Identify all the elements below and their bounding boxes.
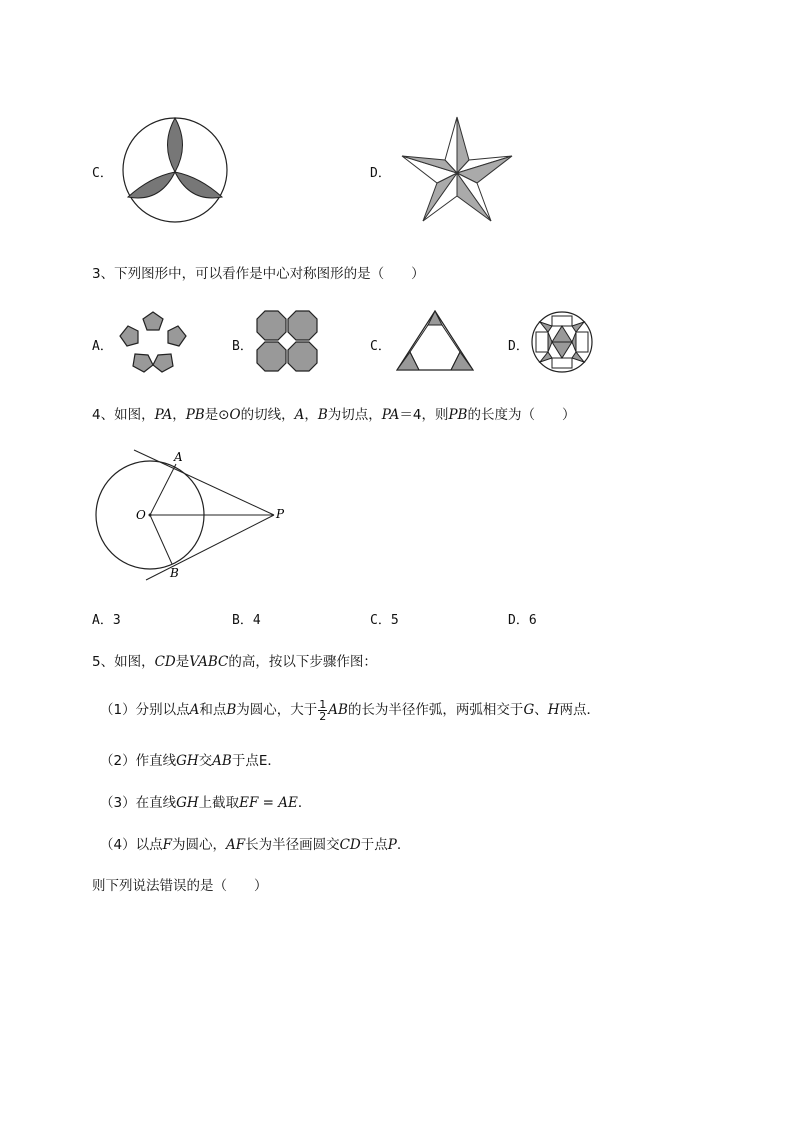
q4-option-b: B．4 [232,613,261,628]
q4-option-c: C．5 [370,613,399,628]
q4-tangent-pb [146,515,274,580]
q5-step-2: （2）作直线GH交AB于点E． [100,753,281,769]
q4-option-a: A．3 [92,613,121,628]
q3-option-c-label: C． [370,339,391,354]
q5-step-3: （3）在直线GH上截取EF = AE． [100,795,312,811]
q2-option-c-label: C． [92,166,113,181]
q2-figure-c [120,115,230,225]
q3-figure-b [256,310,318,372]
q3-figure-a [116,310,190,374]
q3-option-a-label: A． [92,339,113,354]
q4-label-o: O [136,508,146,522]
q2-figure-d [400,115,515,223]
q3-option-d-label: D． [508,339,529,354]
q4-radius-ob [150,515,172,564]
q4-option-d: D．6 [508,613,537,628]
q4-text: 4、如图，PA，PB是⊙O的切线，A，B为切点，PA＝4，则PB的长度为（ ） [92,407,576,423]
q5-conclusion: 则下列说法错误的是（ ） [92,878,268,894]
q4-label-p: P [276,507,285,521]
q5-step-1: （1）分别以点A和点B为圆心，大于 $\frac{1}{2}$ AB的长为半径作弧，两弧相交于G、H两点． [100,697,601,723]
q4-label-b: B [170,566,179,580]
q4-radius-oa [150,464,176,515]
q3-figure-d [530,310,594,374]
q5-fraction-half: $\frac{1}{2}$ [319,697,327,723]
q3-text: 3、下列图形中，可以看作是中心对称图形的是（ ） [92,266,425,282]
q3-figure-c [396,310,474,372]
q3-option-b-label: B． [232,339,253,354]
q5-step-4: （4）以点F为圆心，AF长为半径画圆交CD于点P. [100,837,402,853]
q2-option-d-label: D． [370,166,391,181]
q5-text: 5、如图，CD是VABC的高，按以下步骤作图： [92,654,377,670]
q4-label-a: A [174,450,183,464]
q4-figure [90,448,300,588]
